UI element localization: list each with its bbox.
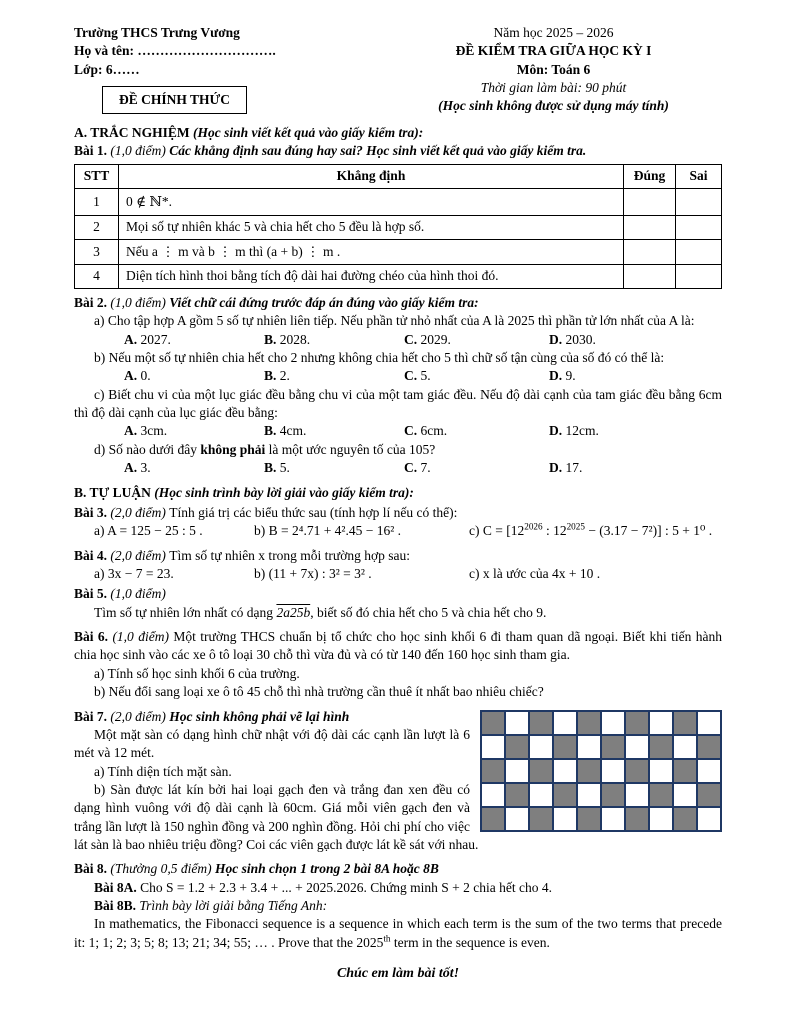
bai2-question-b: b) Nếu một số tự nhiên chia hết cho 2 nhưng không chia hết cho 5 thì chữ số tận cùng của số đó có thể là:	[94, 350, 665, 366]
english-text: term in the sequence is even.	[390, 934, 550, 950]
question-text: là một ước nguyên tố của 105?	[265, 441, 436, 457]
checkerboard-cell	[625, 735, 649, 759]
bai2-options-a	[74, 331, 722, 349]
school-name: Trường THCS Trưng Vương	[74, 25, 240, 40]
option-letter: C.	[404, 368, 418, 384]
checkerboard-cell	[553, 759, 577, 783]
bai1-points: (1,0 điểm)	[110, 143, 170, 159]
bai8-points: (Thưởng 0,5 điểm)	[110, 861, 215, 877]
bai2-question-c: c) Biết chu vi của một lục giác đều bằng chu vi của một tam giác đều. Nếu độ dài cạnh của tam giác đều bằng 6cm thì độ dài cạnh của lục giác đều bằng:	[74, 386, 722, 421]
bai5-body	[74, 604, 722, 622]
col-header-false: Sai	[676, 164, 722, 188]
true-cell	[624, 240, 676, 264]
expression-part: : 12	[542, 523, 567, 539]
bai3-item-b: b) B = 2⁴.71 + 4².45 − 16² .	[254, 523, 402, 539]
option-b	[264, 422, 404, 440]
checkerboard-cell	[649, 711, 673, 735]
row-statement: Mọi số tự nhiên khác 5 và chia hết cho 5 đều là hợp số.	[119, 215, 624, 239]
bai5-heading	[74, 585, 722, 603]
option-letter: B.	[264, 460, 277, 476]
checkerboard-grid	[480, 710, 722, 832]
option-text: 2027.	[137, 331, 171, 347]
english-text: In mathematics, the Fibonacci sequence is a sequence in which each term is the sum of the two terms that precede it: 1; 1; 2; 3; 5; 8; 13; 21; 34; 55; … . Prove that the 2025	[74, 916, 722, 950]
bai7-label: Bài 7.	[74, 708, 111, 724]
exam-title: ĐỀ KIỂM TRA GIỮA HỌC KỲ I	[455, 43, 652, 59]
option-letter: B.	[264, 368, 277, 384]
student-class-line: Lớp: 6……	[74, 61, 140, 77]
row-statement: Nếu a ⋮ m và b ⋮ m thì (a + b) ⋮ m .	[119, 240, 624, 264]
option-d	[549, 367, 722, 385]
option-text: 12cm.	[562, 423, 599, 439]
checkerboard-cell	[697, 711, 721, 735]
ordinal-suffix: th	[383, 933, 391, 944]
bai4-intro: Tìm số tự nhiên x trong mỗi trường hợp sau:	[169, 547, 411, 563]
row-number: 1	[75, 188, 119, 215]
bai6-text	[74, 628, 722, 665]
checkerboard-cell	[601, 735, 625, 759]
header-right	[385, 24, 722, 116]
bai5-points: (1,0 điểm)	[110, 586, 166, 602]
exam-subject: Môn: Toán 6	[516, 61, 591, 77]
col-header-stt: STT	[75, 164, 119, 188]
checkerboard-cell	[481, 807, 505, 831]
checkerboard-cell	[505, 807, 529, 831]
checkerboard-cell	[529, 711, 553, 735]
bai7-points: (2,0 điểm)	[110, 708, 170, 724]
bai4-item-c: c) x là ước của 4x + 10 .	[469, 565, 601, 581]
option-letter: C.	[404, 331, 418, 347]
bai1-heading	[74, 142, 722, 160]
bai6-part-b: b) Nếu đổi sang loại xe ô tô 45 chỗ thì nhà trường cần thuê ít nhất bao nhiêu chiếc?	[94, 684, 544, 700]
checkerboard-cell	[673, 807, 697, 831]
section-b-title: B. TỰ LUẬN	[74, 484, 155, 500]
option-letter: D.	[549, 331, 563, 347]
checkerboard-cell	[625, 783, 649, 807]
checkerboard-cell	[481, 783, 505, 807]
option-text: 5.	[417, 368, 431, 384]
checkerboard-cell	[529, 735, 553, 759]
bai1-label: Bài 1.	[74, 143, 111, 159]
option-c	[404, 422, 549, 440]
option-text: 7.	[417, 460, 431, 476]
bai2-options-c	[74, 422, 722, 440]
bai2-options-d	[74, 459, 722, 477]
option-b	[264, 331, 404, 349]
section-a-heading	[74, 124, 722, 142]
section-b-heading	[74, 484, 722, 502]
false-cell	[676, 264, 722, 288]
checkerboard-cell	[481, 711, 505, 735]
option-letter: B.	[264, 331, 277, 347]
table-row	[75, 264, 722, 288]
checkerboard-cell	[481, 735, 505, 759]
checkerboard-cell	[529, 807, 553, 831]
bai6-part-a: a) Tính số học sinh khối 6 của trường.	[94, 665, 300, 681]
row-statement: 0 ∉ ℕ*.	[119, 188, 624, 215]
official-exam-label: ĐỀ CHÍNH THỨC	[119, 92, 231, 108]
bai3-item-c	[469, 522, 722, 540]
option-text: 6cm.	[417, 423, 448, 439]
true-cell	[624, 215, 676, 239]
false-cell	[676, 188, 722, 215]
option-text: 2.	[276, 368, 290, 384]
overlined-number: 2a25b	[276, 604, 311, 620]
bai8a-line	[74, 879, 722, 897]
true-false-table	[74, 164, 722, 289]
checkerboard-cell	[673, 711, 697, 735]
section-a-title: A. TRẮC NGHIỆM	[74, 124, 194, 140]
official-exam-stamp	[102, 86, 247, 114]
checkerboard-cell	[625, 759, 649, 783]
checkerboard-figure	[480, 710, 722, 832]
bai8b-line	[74, 897, 722, 915]
checkerboard-cell	[529, 759, 553, 783]
bai8-heading	[74, 860, 722, 878]
exponent: 2025	[566, 521, 585, 532]
checkerboard-cell	[625, 711, 649, 735]
option-d	[549, 422, 722, 440]
bai5-label: Bài 5.	[74, 586, 111, 602]
exam-header	[74, 24, 722, 116]
bai8-label: Bài 8.	[74, 861, 111, 877]
option-letter: A.	[124, 460, 138, 476]
checkerboard-cell	[649, 759, 673, 783]
bai8a-body: Cho S = 1.2 + 2.3 + 3.4 + ... + 2025.2026. Chứng minh S + 2 chia hết cho 4.	[140, 879, 553, 895]
option-letter: D.	[549, 423, 563, 439]
bai2-heading	[74, 294, 722, 312]
table-row	[75, 215, 722, 239]
student-name-line: Họ và tên: ………………………….	[74, 43, 276, 59]
bai6-points: (1,0 điểm)	[112, 629, 174, 645]
col-header-true: Đúng	[624, 164, 676, 188]
option-letter: D.	[549, 460, 563, 476]
option-letter: D.	[549, 368, 563, 384]
bai4-heading	[74, 547, 722, 565]
bai3-label: Bài 3.	[74, 504, 111, 520]
option-d	[549, 331, 722, 349]
option-c	[404, 367, 549, 385]
closing-wish: Chúc em làm bài tốt!	[336, 966, 460, 982]
bai3-points: (2,0 điểm)	[110, 504, 170, 520]
checkerboard-cell	[625, 807, 649, 831]
option-d	[549, 459, 722, 477]
checkerboard-cell	[553, 807, 577, 831]
bai2-points: (1,0 điểm)	[110, 294, 170, 310]
row-statement: Diện tích hình thoi bằng tích độ dài hai đường chéo của hình thoi đó.	[119, 264, 624, 288]
checkerboard-cell	[553, 711, 577, 735]
checkerboard-cell	[505, 783, 529, 807]
checkerboard-cell	[505, 711, 529, 735]
bai6-body: Một trường THCS chuẩn bị tổ chức cho học sinh khối 6 đi tham quan dã ngoại. Biết khi tiến hành chia học sinh vào các xe ô tô loại 30 chỗ thì vừa đủ và có từ 140 đến 160 học sinh tham gia.	[74, 629, 722, 663]
row-number: 4	[75, 264, 119, 288]
true-cell	[624, 264, 676, 288]
table-row	[75, 240, 722, 264]
checkerboard-cell	[697, 759, 721, 783]
row-number: 3	[75, 240, 119, 264]
option-text: 5.	[276, 460, 290, 476]
bai8a-label: Bài 8A.	[94, 879, 141, 895]
option-a	[124, 331, 264, 349]
option-a	[124, 422, 264, 440]
option-text: 2029.	[417, 331, 451, 347]
checkerboard-cell	[673, 735, 697, 759]
option-text: 2030.	[562, 331, 596, 347]
checkerboard-cell	[697, 735, 721, 759]
checkerboard-cell	[601, 807, 625, 831]
bai3-items	[74, 522, 722, 540]
option-text: 3cm.	[137, 423, 168, 439]
option-text: 2028.	[276, 331, 311, 347]
option-letter: C.	[404, 423, 418, 439]
false-cell	[676, 240, 722, 264]
bai4-items	[74, 565, 722, 583]
bai4-points: (2,0 điểm)	[110, 547, 170, 563]
checkerboard-cell	[577, 807, 601, 831]
header-left	[74, 24, 385, 116]
option-text: 0.	[137, 368, 151, 384]
option-letter: A.	[124, 368, 138, 384]
option-a	[124, 459, 264, 477]
checkerboard-cell	[649, 783, 673, 807]
checkerboard-cell	[481, 759, 505, 783]
option-b	[264, 367, 404, 385]
bai2-label: Bài 2.	[74, 294, 111, 310]
row-number: 2	[75, 215, 119, 239]
question-text: d) Số nào dưới đây	[94, 441, 201, 457]
checkerboard-cell	[577, 711, 601, 735]
bai1-note: Các khẳng định sau đúng hay sai? Học sinh viết kết quả vào giấy kiểm tra.	[169, 143, 587, 159]
section-b-note: (Học sinh trình bày lời giải vào giấy kiểm tra):	[154, 484, 414, 500]
checkerboard-cell	[697, 783, 721, 807]
option-b	[264, 459, 404, 477]
bai4-label: Bài 4.	[74, 547, 111, 563]
exponent: 2026	[524, 521, 543, 532]
true-cell	[624, 188, 676, 215]
checkerboard-cell	[673, 783, 697, 807]
checkerboard-cell	[673, 759, 697, 783]
option-text: 4cm.	[276, 423, 307, 439]
expression-part: − (3.17 − 7²)] : 5 + 1⁰ .	[584, 523, 713, 539]
checkerboard-cell	[649, 807, 673, 831]
bai4-item-a: a) 3x − 7 = 23.	[94, 565, 174, 581]
bai2-options-b	[74, 367, 722, 385]
table-row	[75, 188, 722, 215]
bai2-question-a: a) Cho tập hợp A gồm 5 số tự nhiên liên tiếp. Nếu phần tử nhỏ nhất của A là 2025 thì phần tử lớn nhất của A là:	[94, 313, 695, 329]
checkerboard-cell	[553, 735, 577, 759]
bai3-intro: Tính giá trị các biểu thức sau (tính hợp lí nếu có thể):	[169, 504, 458, 520]
col-header-statement: Khẳng định	[119, 164, 624, 188]
school-year: Năm học 2025 – 2026	[493, 25, 614, 40]
option-c	[404, 459, 549, 477]
checkerboard-cell	[529, 783, 553, 807]
bai7-part-a: a) Tính diện tích mặt sàn.	[94, 763, 232, 779]
option-text: 17.	[562, 460, 583, 476]
bai2-note: Viết chữ cái đứng trước đáp án đúng vào giấy kiểm tra:	[169, 294, 479, 310]
bai8b-label: Bài 8B.	[94, 898, 140, 914]
body-text: , biết số đó chia hết cho 5 và chia hết cho 9.	[310, 604, 547, 620]
bai8-note: Học sinh chọn 1 trong 2 bài 8A hoặc 8B	[214, 861, 439, 877]
option-letter: A.	[124, 423, 138, 439]
expression-part: c) C = [12	[469, 523, 525, 539]
bai2-question-d	[74, 441, 722, 459]
checkerboard-cell	[577, 783, 601, 807]
bai3-item-a: a) A = 125 − 25 : 5 .	[94, 523, 203, 539]
option-text: 9.	[562, 368, 576, 384]
option-letter: C.	[404, 460, 418, 476]
body-text: Tìm số tự nhiên lớn nhất có dạng	[94, 604, 277, 620]
section-a-note: (Học sinh viết kết quả vào giấy kiểm tra):	[193, 124, 424, 140]
checkerboard-cell	[553, 783, 577, 807]
bai8b-note: Trình bày lời giải bằng Tiếng Anh:	[139, 898, 328, 914]
bai7-part-b: b) Sàn được lát kín bởi hai loại gạch đen và trắng đan xen đều có dạng hình vuông với độ dài cạnh là 60cm. Giá mỗi viên gạch đen và trắng lần lượt là 150 nghìn đồng và 200 nghìn đồng. Hỏi chi phí cho việc lát sàn là bao nhiêu triệu đồng? Coi các viên gạch được lát kề sát với nhau.	[74, 781, 479, 853]
checkerboard-cell	[601, 783, 625, 807]
checkerboard-cell	[601, 711, 625, 735]
bai6-label: Bài 6.	[74, 629, 113, 645]
checkerboard-cell	[505, 735, 529, 759]
checkerboard-cell	[577, 759, 601, 783]
checkerboard-cell	[697, 807, 721, 831]
table-header-row	[75, 164, 722, 188]
bai8-english-paragraph	[74, 915, 722, 952]
checkerboard-cell	[577, 735, 601, 759]
bai7-section	[74, 708, 722, 855]
bai7-note: Học sinh không phải vẽ lại hình	[169, 708, 350, 724]
checkerboard-cell	[505, 759, 529, 783]
checkerboard-cell	[649, 735, 673, 759]
option-text: 3.	[137, 460, 151, 476]
checkerboard-cell	[601, 759, 625, 783]
bai3-heading	[74, 504, 722, 522]
bai4-item-b: b) (11 + 7x) : 3² = 3² .	[254, 565, 372, 581]
exam-duration: Thời gian làm bài: 90 phút	[480, 80, 627, 96]
option-a	[124, 367, 264, 385]
option-letter: B.	[264, 423, 277, 439]
option-c	[404, 331, 549, 349]
bai7-intro: Một mặt sàn có dạng hình chữ nhật với độ dài các cạnh lần lượt là 6 mét và 12 mét.	[74, 726, 470, 761]
option-letter: A.	[124, 331, 138, 347]
false-cell	[676, 215, 722, 239]
no-calculator-note: (Học sinh không được sử dụng máy tính)	[438, 98, 669, 114]
question-text-bold: không phải	[200, 441, 266, 457]
